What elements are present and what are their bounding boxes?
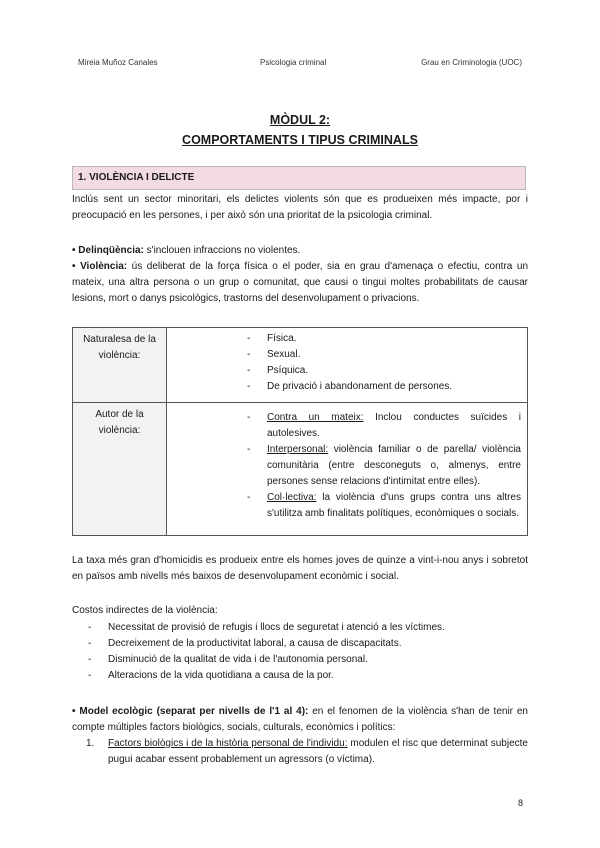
header-subject: Psicologia criminal <box>260 58 327 67</box>
costs-section <box>72 603 528 684</box>
list-item: - Necessitat de provisió de refugis i llocs de seguretat i atenció a les víctimes. <box>86 620 528 636</box>
list-item-text: Inclou conductes suïcides i autolesives. <box>267 412 521 439</box>
section-heading: 1. VIOLÈNCIA I DELICTE <box>72 166 526 190</box>
list-item-number: 1. <box>86 738 95 749</box>
module-title-line1: MÒDUL 2: <box>269 113 331 127</box>
page-number: 8 <box>518 798 524 808</box>
definition-term: Delinqüència: <box>78 245 144 256</box>
bullet-mark: • <box>72 261 76 272</box>
homicides-paragraph <box>72 553 528 585</box>
list-item: - Alteracions de la vida quotidiana a causa de la por. <box>86 668 528 684</box>
list-item: - Sexual. <box>245 347 521 363</box>
page-header <box>78 58 522 72</box>
header-degree: Grau en Criminologia (UOC) <box>421 58 522 67</box>
list-item-term: Factors biològics i de la història personal de l'individu: <box>108 738 348 749</box>
intro-paragraph <box>72 192 528 224</box>
table-row <box>73 328 528 403</box>
table-row-content <box>167 328 528 403</box>
definition-violence <box>72 259 528 307</box>
list-item: - Psíquica. <box>245 363 521 379</box>
violence-table <box>72 327 528 536</box>
list-item-term: Interpersonal: <box>267 444 329 455</box>
list-item <box>245 442 521 490</box>
model-section <box>72 704 528 768</box>
model-paragraph <box>72 704 528 736</box>
list-item: - Física. <box>245 331 521 347</box>
model-text: en el fenomen de la violència s'han de tenir en compte múltiples factors biològics, socials, culturals, econòmics i polítics: <box>72 706 528 733</box>
table-row <box>73 403 528 536</box>
list-item: - Decreixement de la productivitat laboral, a causa de discapacitats. <box>86 636 528 652</box>
costs-list <box>72 620 528 684</box>
header-author: Mireia Muñoz Canales <box>78 58 158 67</box>
list-item-term: Contra un mateix: <box>267 412 364 423</box>
list-item: - De privació i abandonament de persones. <box>245 379 521 395</box>
table-row-content <box>167 403 528 536</box>
intro-text: Inclús sent un sector minoritari, els delictes violents són que es produeixen més impacte, por i preocupació en les persones, i per això són una prioritat de la psicologia criminal. <box>72 194 528 221</box>
module-title <box>0 110 600 150</box>
list-item <box>245 490 521 522</box>
list-item <box>245 410 521 442</box>
nature-list <box>171 331 521 395</box>
list-item-text: modulen el risc que determinat subjecte pugui acabar essent probablement un agressors (o víctima). <box>108 738 528 765</box>
model-levels-list <box>72 736 528 768</box>
author-list <box>171 410 521 522</box>
list-item-term: Col·lectiva: <box>267 492 317 503</box>
definitions <box>72 243 528 307</box>
list-item-text: violència familiar o de parella/ violència comunitària (entre desconeguts o, almenys, entre persones sense relacions d'intimitat entre elles). <box>267 444 521 487</box>
bullet-mark: • <box>72 706 76 717</box>
model-term: Model ecològic (separat per nivells de l'1 al 4): <box>79 706 309 717</box>
homicides-text: La taxa més gran d'homicidis es produeix entre els homes joves de quinze a vint-i-nou anys i sobretot en països amb nivells més baixos de desenvolupament econòmic i social. <box>72 555 528 582</box>
definition-term: Violència: <box>80 261 128 272</box>
costs-heading: Costos indirectes de la violència: <box>72 605 218 616</box>
list-item-text: la violència d'uns grups contra uns altres s'utilitza amb finalitats polítiques, econòmiques o socials. <box>267 492 521 519</box>
bullet-mark: • <box>72 245 76 256</box>
definition-delinquency <box>72 243 528 259</box>
table-row-label: Naturalesa de la violència: <box>73 328 167 403</box>
table-row-label: Autor de la violència: <box>73 403 167 536</box>
definition-text: s'inclouen infraccions no violentes. <box>143 245 301 256</box>
list-item <box>86 736 528 768</box>
module-title-line2: COMPORTAMENTS I TIPUS CRIMINALS <box>182 133 418 147</box>
definition-text: ús deliberat de la força física o el poder, sia en grau d'amenaça o efectiu, contra un mateix, una altra persona o un grup o comunitat, que causi o tingui moltes probabilitats de causar lesions, mort o danys psicològics, trastorns del desenvolupament o privacions. <box>72 261 529 304</box>
list-item: - Disminució de la qualitat de vida i de l'autonomia personal. <box>86 652 528 668</box>
